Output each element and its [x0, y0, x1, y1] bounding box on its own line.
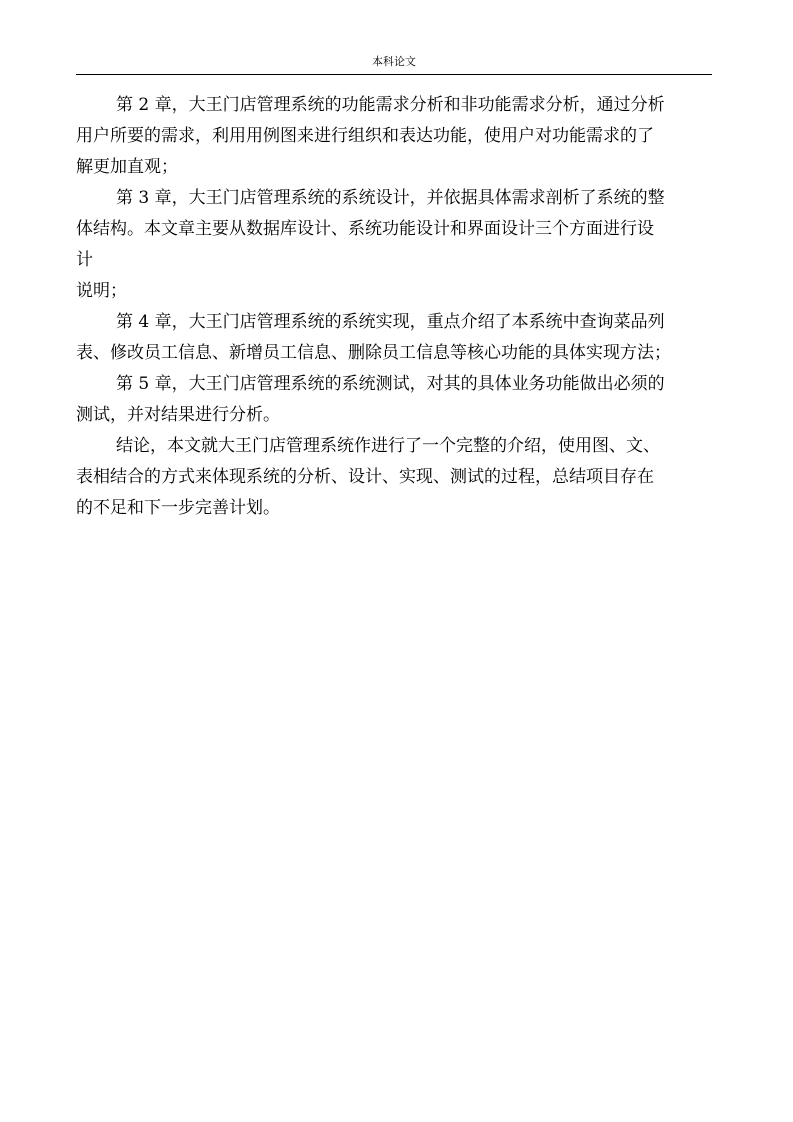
page-header — [76, 55, 712, 69]
header-title: 本科论文 — [372, 55, 416, 68]
text-line: 第 5 章，大王门店管理系统的系统测试，对其的具体业务功能做出必须的 — [116, 374, 665, 394]
text-line: 解更加直观； — [76, 157, 178, 177]
text-line: 体结构。本文章主要从数据库设计、系统功能设计和界面设计三个方面进行设 — [76, 219, 654, 239]
text-line: 第 2 章，大王门店管理系统的功能需求分析和非功能需求分析，通过分析 — [116, 95, 665, 115]
header-divider — [76, 74, 712, 75]
text-line: 的不足和下一步完善计划。 — [76, 498, 280, 518]
paragraph-chapter-5 — [76, 369, 722, 431]
text-line: 计 — [76, 250, 93, 270]
text-line: 第 4 章，大王门店管理系统的系统实现，重点介绍了本系统中查询菜品列 — [116, 312, 665, 332]
document-body — [76, 90, 722, 524]
text-line: 测试，并对结果进行分析。 — [76, 405, 280, 425]
text-line: 用户所要的需求，利用用例图来进行组织和表达功能，使用户对功能需求的了 — [76, 126, 654, 146]
text-line: 第 3 章，大王门店管理系统的系统设计，并依据具体需求剖析了系统的整 — [116, 188, 665, 208]
paragraph-conclusion — [76, 431, 722, 524]
text-line: 表、修改员工信息、新增员工信息、删除员工信息等核心功能的具体实现方法； — [76, 343, 671, 363]
text-line: 结论，本文就大王门店管理系统作进行了一个完整的介绍，使用图、文、 — [116, 436, 660, 456]
text-line: 表相结合的方式来体现系统的分析、设计、实现、测试的过程，总结项目存在 — [76, 467, 654, 487]
paragraph-chapter-3 — [76, 183, 722, 307]
text-line: 说明； — [76, 281, 127, 301]
paragraph-chapter-4 — [76, 307, 722, 369]
paragraph-chapter-2 — [76, 90, 722, 183]
